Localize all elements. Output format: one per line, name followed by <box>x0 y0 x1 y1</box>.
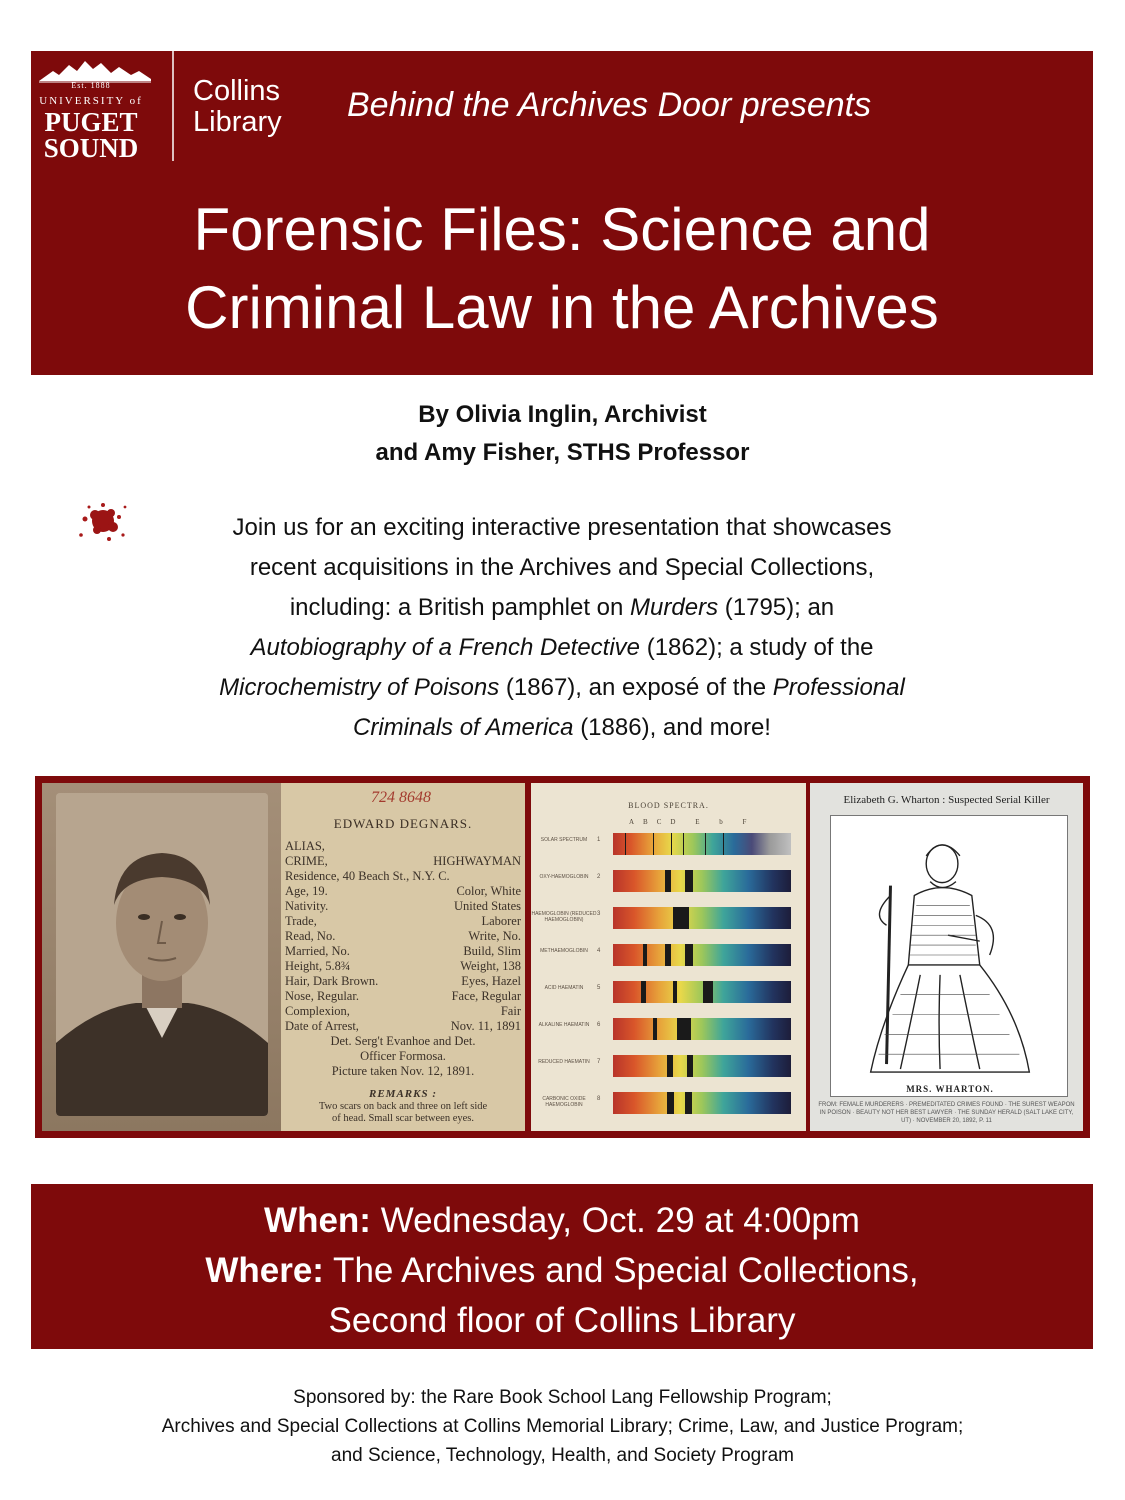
spectra-band <box>613 981 791 1003</box>
record-field-value: Weight, 138 <box>460 959 521 973</box>
absorption-line <box>685 944 693 966</box>
absorption-line <box>685 1092 692 1114</box>
record-remarks-line1: Two scars on back and three on left side <box>318 1101 488 1112</box>
record-field-value: Face, Regular <box>451 989 521 1003</box>
archive-images-panel <box>35 776 1090 1138</box>
event-where-line2: Second floor of Collins Library <box>328 1301 796 1340</box>
description-title-murders: Murders <box>630 594 719 621</box>
record-field-row <box>285 959 521 974</box>
record-field-row <box>285 1064 521 1079</box>
record-remarks <box>281 1101 525 1125</box>
description-line6 <box>112 708 1012 748</box>
spectra-row <box>531 831 806 857</box>
mugshot-photo <box>42 783 281 1131</box>
record-field-label: Picture taken Nov. 12, 1891. <box>331 1064 475 1078</box>
absorption-line <box>653 1018 657 1040</box>
absorption-line <box>673 907 689 929</box>
description-title-autobiography: Autobiography of a French Detective <box>250 634 641 661</box>
criminal-record-card <box>281 783 525 1131</box>
portrait-figure-icon <box>56 793 268 1116</box>
record-field-value: Eyes, Hazel <box>461 974 521 988</box>
description-title-microchemistry: Microchemistry of Poisons <box>219 674 500 701</box>
event-details-banner <box>31 1184 1093 1349</box>
record-number <box>371 789 431 807</box>
absorption-line <box>667 1055 673 1077</box>
spectra-row-label: ACID HAEMATIN <box>544 985 584 991</box>
record-field-row <box>285 869 521 884</box>
record-field-row <box>285 899 521 914</box>
record-field-value: Fair <box>500 1004 521 1018</box>
spectra-row-label: ALKALINE HAEMATIN <box>538 1022 590 1028</box>
wharton-caption: MRS. WHARTON. <box>906 1084 994 1094</box>
description-line5 <box>112 668 1012 708</box>
spectra-band <box>613 870 791 892</box>
byline-line1: By Olivia Inglin, Archivist <box>418 401 707 428</box>
sponsors-line2: Archives and Special Collections at Collins Memorial Library; Crime, Law, and Justice Program; <box>161 1416 964 1437</box>
absorption-line <box>685 870 693 892</box>
record-field-label: Officer Formosa. <box>360 1049 446 1063</box>
sponsors <box>0 1383 1125 1470</box>
record-field-value: Nov. 11, 1891 <box>450 1019 521 1033</box>
description-line1: Join us for an exciting interactive presentation that showcases <box>232 514 892 541</box>
absorption-line <box>641 981 646 1003</box>
spectra-row <box>531 942 806 968</box>
absorption-line <box>703 981 713 1003</box>
record-field-value: HIGHWAYMAN <box>433 854 521 868</box>
logo-university: UNIVERSITY of <box>39 95 143 107</box>
logo-puget: PUGET <box>44 107 138 137</box>
absorption-line <box>673 981 677 1003</box>
record-field-row <box>285 1049 521 1064</box>
spectra-row <box>531 905 806 931</box>
byline <box>0 396 1125 472</box>
record-field-value: Color, White <box>456 884 521 898</box>
library-name-line1: Collins <box>193 75 281 107</box>
record-field-row <box>285 1034 521 1049</box>
record-remarks-heading: REMARKS : <box>369 1088 437 1100</box>
record-name: EDWARD DEGNARS. <box>333 816 473 831</box>
event-title-line2: Criminal Law in the Archives <box>185 274 939 341</box>
spectra-row-number: 5 <box>597 985 601 991</box>
sponsors-line3: and Science, Technology, Health, and Society Program <box>331 1445 794 1466</box>
absorption-line <box>687 1055 693 1077</box>
record-field-value: Write, No. <box>468 929 521 943</box>
mugshot-portrait <box>56 793 268 1116</box>
record-field-label: Height, 5.8¾ <box>285 959 351 973</box>
spectra-row-label: CARBONIC OXIDE HAEMOGLOBIN <box>542 1096 586 1108</box>
record-fields <box>285 839 521 1079</box>
record-field-label: Trade, <box>285 914 317 928</box>
event-title-line1: Forensic Files: Science and <box>193 196 931 263</box>
spectra-row-label: METHAEMOGLOBIN <box>540 948 588 954</box>
description-text: including: a British pamphlet on <box>289 594 624 621</box>
record-field-value: Build, Slim <box>463 944 521 958</box>
where-label: Where: <box>205 1251 324 1290</box>
description-text: (1867), an exposé of the <box>505 674 767 701</box>
seated-woman-icon <box>831 816 1067 1096</box>
spectra-row <box>531 1053 806 1079</box>
wharton-illustration <box>810 783 1083 1131</box>
when-label: When: <box>264 1201 371 1240</box>
absorption-line <box>643 944 647 966</box>
record-field-label: Nose, Regular. <box>285 989 359 1003</box>
description-line3 <box>112 588 1012 628</box>
header-banner <box>31 51 1093 375</box>
logo-est: Est. 1888 <box>71 81 111 90</box>
absorption-line <box>665 870 671 892</box>
spectra-band <box>613 1055 791 1077</box>
record-field-row <box>285 989 521 1004</box>
event-description <box>112 508 1012 748</box>
record-field-row <box>285 854 521 869</box>
record-field-label: Hair, Dark Brown. <box>285 974 379 988</box>
absorption-line <box>683 833 684 855</box>
wharton-engraving <box>830 815 1068 1097</box>
record-field-label: CRIME, <box>285 854 328 868</box>
spectra-row <box>531 868 806 894</box>
spectra-band <box>613 944 791 966</box>
record-field-row <box>285 944 521 959</box>
university-of-puget-sound-logo <box>31 51 171 166</box>
record-remarks-line2: of head. Small scar between eyes. <box>332 1113 474 1124</box>
absorption-line <box>671 833 672 855</box>
when-value: Wednesday, Oct. 29 at 4:00pm <box>370 1201 860 1240</box>
spectra-row-number: 7 <box>597 1059 601 1065</box>
record-field-row <box>285 929 521 944</box>
where-value: The Archives and Special Collections, <box>323 1251 919 1290</box>
spectra-row-number: 6 <box>597 1022 601 1028</box>
sponsors-line1: Sponsored by: the Rare Book School Lang Fellowship Program; <box>293 1387 832 1408</box>
spectra-row-label: REDUCED HAEMATIN <box>538 1059 590 1065</box>
description-title-professional: Professional <box>772 674 905 701</box>
record-field-label: Read, No. <box>285 929 336 943</box>
byline-line2: and Amy Fisher, STHS Professor <box>375 439 750 466</box>
event-where <box>31 1246 1093 1296</box>
record-field-label: Complexion, <box>285 1004 350 1018</box>
record-number-2: 8648 <box>399 789 431 806</box>
record-field-row <box>285 914 521 929</box>
spectra-title: BLOOD SPECTRA. <box>628 801 709 810</box>
description-line4 <box>112 628 1012 668</box>
library-name-line2: Library <box>193 106 282 138</box>
spectra-fraunhofer-letters: ABCD E b F <box>629 818 756 826</box>
record-field-value: Laborer <box>481 914 521 928</box>
absorption-line <box>705 833 706 855</box>
spectra-row-number: 4 <box>597 948 601 954</box>
absorption-line <box>625 833 626 855</box>
spectra-row-number: 1 <box>597 837 601 843</box>
absorption-line <box>677 1018 691 1040</box>
spectra-band <box>613 833 791 855</box>
record-number-1: 724 <box>371 789 395 806</box>
spectra-row-number: 2 <box>597 874 601 880</box>
spectra-band <box>613 1018 791 1040</box>
description-text: (1862); a study of the <box>646 634 874 661</box>
record-field-label: Det. Serg't Evanhoe and Det. <box>330 1034 476 1048</box>
record-field-label: Age, 19. <box>285 884 328 898</box>
record-field-row <box>285 839 521 854</box>
record-field-label: Married, No. <box>285 944 350 958</box>
spectra-row <box>531 1090 806 1116</box>
description-text: (1795); an <box>724 594 835 621</box>
event-when <box>31 1196 1093 1246</box>
logo-divider <box>172 51 174 161</box>
collins-library-logo <box>193 76 282 138</box>
event-title <box>31 191 1093 347</box>
absorption-line <box>723 833 724 855</box>
spectra-row <box>531 979 806 1005</box>
description-title-criminals: Criminals of America <box>353 714 574 741</box>
record-field-label: Residence, 40 Beach St., N.Y. C. <box>285 869 450 883</box>
record-field-label: ALIAS, <box>285 839 325 853</box>
record-field-row <box>285 1004 521 1019</box>
spectra-row-number: 3 <box>597 911 601 917</box>
wharton-source: FROM: FEMALE MURDERERS · PREMEDITATED CRIMES FOUND · THE SUREST WEAPON IN POISON · BEAUTY NOT HER BEST LAWYER · THE SUNDAY HERALD (SALT LAKE CITY, UT) · NOVEMBER 20, 1892, P. 11 <box>818 1102 1075 1124</box>
absorption-line <box>667 1092 674 1114</box>
record-field-label: Nativity. <box>285 899 329 913</box>
series-presents: Behind the Archives Door presents <box>347 86 872 124</box>
record-field-row <box>285 884 521 899</box>
absorption-line <box>665 944 671 966</box>
record-field-value: United States <box>453 899 521 913</box>
spectra-band <box>613 907 791 929</box>
record-field-row <box>285 1019 521 1034</box>
wharton-title: Elizabeth G. Wharton : Suspected Serial Killer <box>843 794 1050 806</box>
description-line2: recent acquisitions in the Archives and Special Collections, <box>249 554 875 581</box>
record-field-row <box>285 974 521 989</box>
spectra-row <box>531 1016 806 1042</box>
record-field-label: Date of Arrest, <box>285 1019 359 1033</box>
logo-sound: SOUND <box>43 133 139 163</box>
mountains-icon <box>39 57 151 83</box>
spectra-row-number: 8 <box>597 1096 601 1102</box>
blood-spectra-plate <box>531 783 806 1131</box>
spectra-row-label: HAEMOGLOBIN (REDUCED HAEMOGLOBIN) <box>531 911 597 923</box>
absorption-line <box>653 833 654 855</box>
spectra-row-label: SOLAR SPECTRUM <box>540 837 588 843</box>
spectra-row-label: OXY-HAEMOGLOBIN <box>539 874 589 880</box>
description-text: (1886), and more! <box>580 714 771 741</box>
spectra-band <box>613 1092 791 1114</box>
